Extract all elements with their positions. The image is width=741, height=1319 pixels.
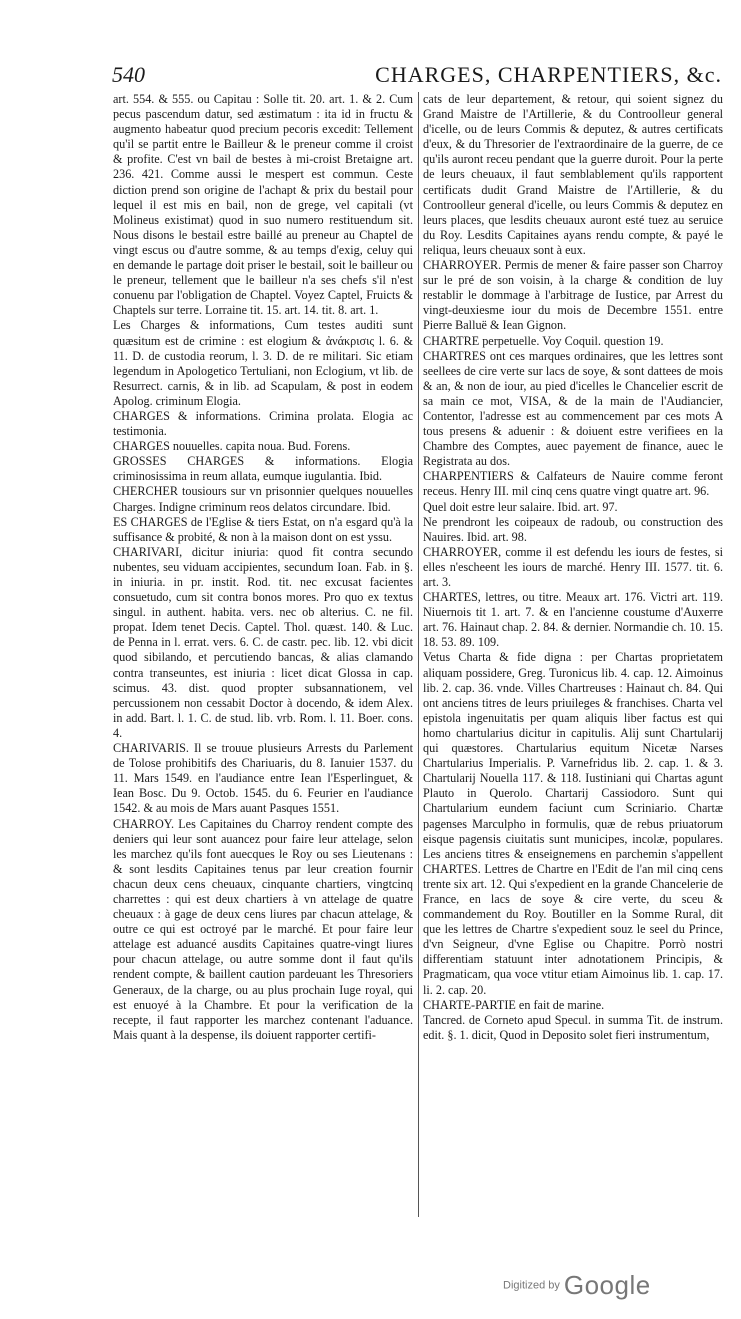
- digitized-by-text: Digitized by: [503, 1279, 560, 1292]
- paragraph: Les Charges & informations, Cum testes auditi sunt quæsitum est de crimine : est elogium & ἀνάκρισις l. 6. & 11. D. de custodia reorum, l. 3. D. de re militari. Sic etiam legendum in Apologetico Tertuliani, non Eclogium, vt lib. de Resurrect. carnis, & in lib. ad Scapulam, & post in eodem Apolog. criminum Elogia.: [113, 318, 413, 408]
- digitization-watermark: [503, 1270, 651, 1301]
- paragraph: GROSSES CHARGES & informations. Elogia criminosissima in reum allata, eumque iugulantia. Ibid.: [113, 454, 413, 484]
- page-title: CHARGES, CHARPENTIERS, &c.: [375, 62, 722, 87]
- paragraph: ES CHARGES de l'Eglise & tiers Estat, on n'a esgard qu'à la suffisance & probité, & non à la maison dont on est yssu.: [113, 514, 413, 544]
- paragraph: CHARTE-PARTIE en fait de marine.: [423, 997, 605, 1012]
- paragraph: CHARROYER. Permis de mener & faire passer son Charroy sur le pré de son voisin, à la charge & condition de luy restablir le dommage à l'arbitrage de Iustice, par Arrest du vingt-deuxiesme iour du mois de Decembre 1551. entre Pierre Balluë & Iean Gignon.: [423, 258, 723, 333]
- paragraph: cats de leur departement, & retour, qui soient signez du Grand Maistre de l'Artillerie, & du Controolleur general d'icelle, ou de leurs Commis & deputez, & autres certificats d'eux, & du Thresorier de l'extraordinaire de la guerre, de ce qu'ils auront receu pendant que la guerre duroit. Pour la perte de leurs cheuaux, il faut semblablement qu'ils rapportent certificats dudit Grand Maistre de l'Artillerie, & du Controolleur general d'icelle, ou leurs Commis & deputez en leurs places, que lesdits cheuaux auront esté tuez au seruice du Roy. Lesdits Capitaines ayans rendu compte, & payé le reliqua, leurs cheuaux sont à eux.: [423, 92, 723, 257]
- google-logo: Google: [563, 1270, 651, 1300]
- paragraph: CHARTES, lettres, ou titre. Meaux art. 176. Victri art. 119. Niuernois tit 1. art. 7. & en l'ancienne coustume d'Auxerre art. 76. Hainaut chap. 2. 84. & dernier. Normandie ch. 10. 15. 18. 53. 89. 109.: [423, 590, 723, 650]
- paragraph: CHARPENTIERS & Calfateurs de Nauire comme feront receus. Henry III. mil cinq cens quatre vingt quatre art. 96.: [423, 469, 723, 499]
- paragraph: Ne prendront les coipeaux de radoub, ou construction des Nauires. Ibid. art. 98.: [423, 514, 723, 544]
- paragraph: CHARGES & informations. Crimina prolata. Elogia ac testimonia.: [113, 408, 413, 439]
- left-column: [113, 92, 413, 1043]
- paragraph: CHERCHER tousiours sur vn prisonnier quelques nouuelles Charges. Indigne criminum reos delatos circundare. Ibid.: [113, 484, 413, 514]
- paragraph: CHARROYER, comme il est defendu les iours de festes, si elles n'escheent les iours de marché. Henry III. 1577. tit. 6. art. 3.: [423, 544, 723, 589]
- paragraph: CHARIVARI, dicitur iniuria: quod fit contra secundo nubentes, seu viduam accipientes, secundum Ioan. Fab. in §. in iniuria. in pr. instit. Rod. tit. nec excusat facientes consuetudo, cum sit contra bonos mores. Pro quo ex textus singul. in authent. habita. vers. nec ob alterius. C. ne fil. propat. Idem tenet Decis. Captel. Thol. quæst. 140. & Luc. de Penna in l. errat. vers. 6. C. de castr. pec. lib. 12. vbi dicit quod sibilando, et percutiendo bancas, & alias clamando contra transeuntes, est iniuria : licet dicat Glossa in cap. scimus. 43. dist. quod propter subsannationem, vel percussionem non cessabit Doctor à docendo, & idem Alex. in add. Bart. l. 1. C. de stud. lib. vrb. Rom. l. 11. Boer. cons. 4.: [113, 544, 413, 740]
- right-column: [423, 92, 723, 1043]
- running-header: [112, 62, 722, 88]
- paragraph: CHARTRE perpetuelle. Voy Coquil. question 19.: [423, 333, 664, 348]
- paragraph: CHARROY. Les Capitaines du Charroy rendent compte des deniers qui leur sont auancez pour faire leur attelage, selon les marchez qu'ils font auecques le Roy ou ses Lieutenans : & sont lesdits Capitaines tenus par leur creation fournir chacun deux cens cheuaux, cinquante chartiers, vingtcinq charrettes : qui est deux chartiers à vn attelage de quatre cheuaux : à gage de deux cens liures par chacun attelage, & outre ce qui est octroyé par le marché. Et pour faire leur attelage est aduancé ausdits Capitaines quatre-vingt liures pour chacun attelage, ou autre somme dont il faut qu'ils rendent compte, & baillent caution pardeuant les Thresoriers Generaux, de la charge, ou au plus prochain Iuge royal, qui est enuoyé à la Chambre. Et pour la verification de la recepte, il faut rapporter les marchez contenant l'aduance. Mais quant à la despense, ils doiuent rapporter certifi-: [113, 816, 413, 1042]
- paragraph: Tancred. de Corneto apud Specul. in summa Tit. de instrum. edit. §. 1. dicit, Quod in Deposito solet fieri instrumentum,: [423, 1012, 723, 1042]
- paragraph: CHARGES nouuelles. capita noua. Bud. Forens.: [113, 439, 351, 454]
- paragraph: Quel doit estre leur salaire. Ibid. art. 97.: [423, 499, 618, 514]
- page-number: 540: [112, 62, 145, 87]
- paragraph: Vetus Charta & fide digna : per Chartas proprietatem aliquam possidere, Greg. Turonicus lib. 4. cap. 12. Aimoinus lib. 2. cap. 36. vnde. Villes Chartreuses : Hainaut ch. 84. Qui ont anciens titres de leurs priuileges & franchises. Charta vel epistola ingenuitatis per quam aliquis liber factus est qui homo chartularius dicitur in capitulis. Alij sunt Chartularij qui quæstores. Chartularius equitum Nicetæ Narses Chartularius Imperialis. P. Varnefridus lib. 2. cap. 1. & 3. Chartularij Nouella 117. & 118. Iustiniani qui Chartas agunt Plauto in Querolo. Chartarij Cassiodoro. Sunt qui Chartularium eundem faciunt cum Scriniario. Chartæ pagenses Marculpho in formulis, quæ de rebus priuatorum eisque pagensis ciuitatis sunt municipes, incolæ, populares. Les anciens titres & enseignemens en parchemin s'appellent CHARTES. Lettres de Chartre en l'Edit de l'an mil cinq cens trente six art. 12. Qui s'expedient en la grande Chancelerie de France, en lacs de soye & cire verte, du sceu & commandement du Roy. Boutiller en la Somme Rural, dit que les lettres de Chartre s'expedient souz le seel du Prince, d'vn Seigneur, d'vne Eglise ou Chapitre. Porrò nostri differentiam statuunt inter adnotationem Principis, & Pragmaticam, qua voce vtitur etiam Aimoinus lib. 1. cap. 17. li. 2. cap. 20.: [423, 650, 723, 997]
- paragraph: CHARTRES ont ces marques ordinaires, que les lettres sont seellees de cire verte sur lacs de soye, & sont dattees de mois & an, & non de iour, au pied d'icelles le Chancelier escrit de sa main ce mot, VISA, & de la main de l'Audiancier, Contentor, l'adresse est au commencement par ces mots A tous presens & aduenir : & doiuent estre verifiees en la Chambre des Comptes, auec payement de finance, auec le Registrata au dos.: [423, 348, 723, 469]
- paragraph: art. 554. & 555. ou Capitau : Solle tit. 20. art. 1. & 2. Cum pecus pascendum datur, sed æstimatum : ita id in fructu & augmento habeatur quod precium pecoris excedit: Tellement qu'il se partit entre le Bailleur & le preneur comme il croist & profite. C'est vn bail de bestes à mi-croist Bretaigne art. 236. 421. Comme aussi le mespert est commun. Ceste diction prend son origine de l'achapt & prix du bestail pour lequel il est mis en bail, non de grege, vel capitali (vt Molineus existimat) quod in suo numero restituendum sit. Nous disons le bestail estre baillé au preneur au Chaptel de vingt escus ou d'autre somme, & au temps d'exig, celuy qui en demande le partage doit priser le bestail, soit le bailleur ou le preneur, tellement que le bailleur n'a ses chefs s'il n'est conuenu par l'obligation de Chaptel. Voyez Captel, Fruicts & Chaptels sur terre. Lorraine tit. 15. art. 14. tit. 8. art. 1.: [113, 92, 413, 318]
- column-divider: [418, 92, 419, 1217]
- paragraph: CHARIVARIS. Il se trouue plusieurs Arrests du Parlement de Tolose prohibitifs des Chariuaris, du 8. Ianuier 1537. du 11. Mars 1549. en l'audiance entre Iean l'Esperlinguet, & Iean Bosc. Du 9. Octob. 1545. du 6. Feurier en l'audiance 1542. & au mois de Mars auant Pasques 1551.: [113, 741, 413, 816]
